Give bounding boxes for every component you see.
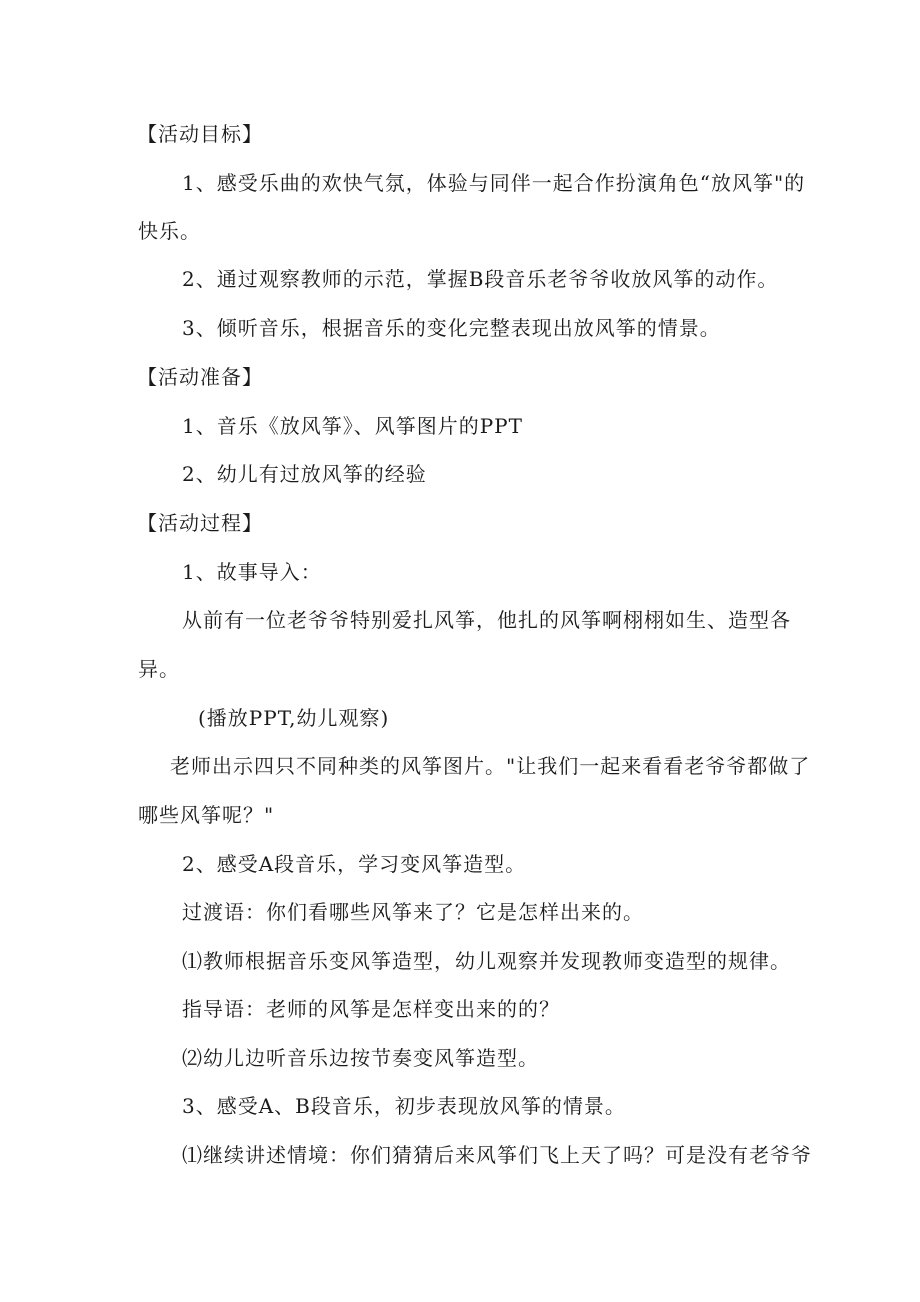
- goal-item-3: 3、倾听音乐，根据音乐的变化完整表现出放风筝的情景。: [182, 316, 721, 340]
- teacher-line-2: 哪些风筝呢？": [138, 803, 275, 827]
- transition-text: 过渡语：你们看哪些风筝来了？它是怎样出来的。: [182, 900, 644, 924]
- story-line-2: 异。: [138, 657, 180, 681]
- prep-item-2: 2、幼儿有过放风筝的经验: [182, 462, 427, 486]
- process-step-1-title: 1、故事导入：: [182, 560, 322, 584]
- goal-item-1-line-1: 1、感受乐曲的欢快气氛，体验与同伴一起合作扮演角色“放风筝"的: [182, 171, 806, 195]
- ppt-note: (播放PPT,幼儿观察): [198, 706, 390, 730]
- guide-text: 指导语：老师的风筝是怎样变出来的的？: [182, 997, 560, 1021]
- story-line-1: 从前有一位老爷爷特别爱扎风筝，他扎的风筝啊栩栩如生、造型各: [182, 608, 791, 632]
- sub-item-3: ⑴继续讲述情境：你们猜猜后来风筝们飞上天了吗？可是没有老爷爷: [182, 1143, 812, 1167]
- process-step-3-title: 3、感受A、B段音乐，初步表现放风筝的情景。: [182, 1094, 626, 1118]
- sub-item-2: ⑵幼儿边听音乐边按节奏变风筝造型。: [182, 1046, 539, 1070]
- sub-item-1: ⑴教师根据音乐变风筝造型，幼儿观察并发现教师变造型的规律。: [182, 949, 791, 973]
- goal-item-2: 2、通过观察教师的示范，掌握B段音乐老爷爷收放风筝的动作。: [182, 267, 779, 291]
- section-heading-goals: 【活动目标】: [137, 122, 263, 146]
- section-heading-process: 【活动过程】: [137, 511, 263, 535]
- process-step-2-title: 2、感受A段音乐，学习变风筝造型。: [182, 852, 527, 876]
- section-heading-prep: 【活动准备】: [137, 365, 263, 389]
- prep-item-1: 1、音乐《放风筝》、风筝图片的PPT: [182, 414, 523, 438]
- teacher-line-1: 老师出示四只不同种类的风筝图片。"让我们一起来看看老爷爷都做了: [170, 754, 811, 778]
- goal-item-1-line-2: 快乐。: [138, 219, 201, 243]
